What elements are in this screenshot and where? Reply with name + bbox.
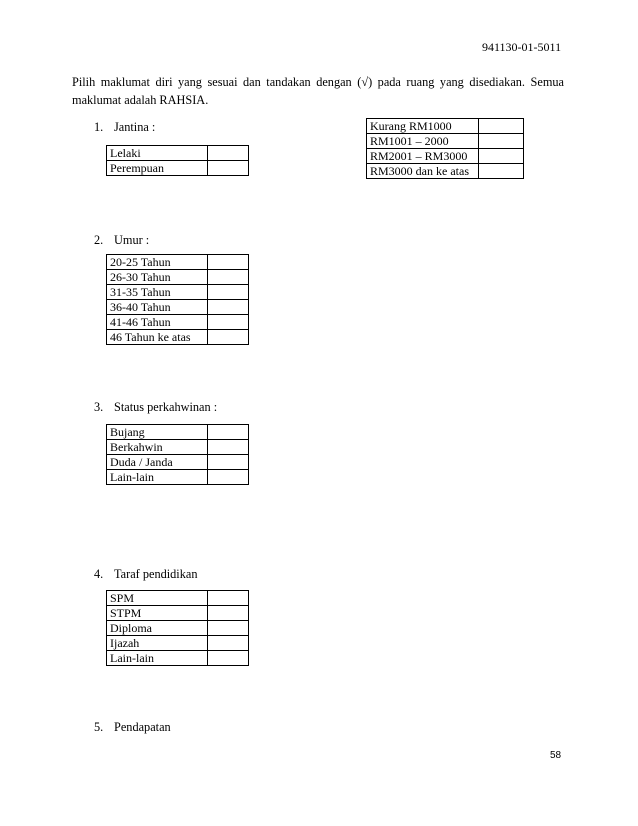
option-label: 20-25 Tahun — [107, 255, 208, 270]
option-label: 36-40 Tahun — [107, 300, 208, 315]
question-text: Umur : — [114, 233, 150, 247]
checkbox-ijazah[interactable] — [208, 636, 249, 651]
option-label: Berkahwin — [107, 440, 208, 455]
option-row — [107, 315, 249, 330]
respondent-id: 941130-01-5011 — [482, 40, 562, 54]
checkbox-bujang[interactable] — [208, 425, 249, 440]
option-label: Lain-lain — [107, 470, 208, 485]
option-label: 31-35 Tahun — [107, 285, 208, 300]
question-1-label — [94, 120, 155, 135]
question-number: 1. — [94, 120, 104, 134]
question-2-options — [106, 254, 249, 345]
option-row — [107, 470, 249, 485]
checkbox-spm[interactable] — [208, 591, 249, 606]
checkbox-41-46[interactable] — [208, 315, 249, 330]
option-label: 46 Tahun ke atas — [107, 330, 208, 345]
option-row — [367, 134, 524, 149]
option-row — [107, 300, 249, 315]
question-number: 2. — [94, 233, 104, 247]
option-row — [107, 161, 249, 176]
question-1-options — [106, 145, 249, 176]
option-row — [107, 146, 249, 161]
option-label: Perempuan — [107, 161, 208, 176]
checkbox-stpm[interactable] — [208, 606, 249, 621]
option-row — [107, 330, 249, 345]
question-5-options — [366, 118, 524, 179]
option-label: Duda / Janda — [107, 455, 208, 470]
option-label: RM2001 – RM3000 — [367, 149, 479, 164]
question-3-label — [94, 400, 217, 415]
option-label: Lain-lain — [107, 651, 208, 666]
option-row — [367, 119, 524, 134]
question-text: Taraf pendidikan — [114, 567, 198, 581]
option-row — [107, 440, 249, 455]
question-4-label — [94, 567, 197, 582]
checkbox-lain-lain-pendidikan[interactable] — [208, 651, 249, 666]
option-row — [107, 425, 249, 440]
instructions-line-2: maklumat adalah RAHSIA. — [72, 93, 209, 107]
question-number: 4. — [94, 567, 104, 581]
option-label: SPM — [107, 591, 208, 606]
option-label: Lelaki — [107, 146, 208, 161]
checkbox-rm2001-rm3000[interactable] — [479, 149, 524, 164]
option-row — [107, 285, 249, 300]
option-row — [367, 164, 524, 179]
checkbox-46-ke-atas[interactable] — [208, 330, 249, 345]
option-label: Bujang — [107, 425, 208, 440]
option-label: Diploma — [107, 621, 208, 636]
question-text: Jantina : — [114, 120, 156, 134]
option-row — [107, 621, 249, 636]
option-row — [107, 270, 249, 285]
option-label: 41-46 Tahun — [107, 315, 208, 330]
option-label: RM1001 – 2000 — [367, 134, 479, 149]
option-label: STPM — [107, 606, 208, 621]
checkbox-kurang-rm1000[interactable] — [479, 119, 524, 134]
checkbox-31-35[interactable] — [208, 285, 249, 300]
instructions-line-1: Pilih maklumat diri yang sesuai dan tandakan dengan (√) pada ruang yang disediakan. Semua — [72, 75, 564, 89]
question-number: 3. — [94, 400, 104, 414]
option-row — [107, 455, 249, 470]
option-row — [107, 591, 249, 606]
checkbox-duda-janda[interactable] — [208, 455, 249, 470]
checkbox-20-25[interactable] — [208, 255, 249, 270]
question-5-label — [94, 720, 171, 735]
option-label: RM3000 dan ke atas — [367, 164, 479, 179]
question-2-label — [94, 233, 149, 248]
question-text: Pendapatan — [114, 720, 171, 734]
checkbox-rm1001-2000[interactable] — [479, 134, 524, 149]
page-number: 58 — [550, 750, 562, 761]
question-text: Status perkahwinan : — [114, 400, 218, 414]
option-row — [107, 651, 249, 666]
instructions — [72, 73, 564, 109]
checkbox-rm3000-ke-atas[interactable] — [479, 164, 524, 179]
option-label: Ijazah — [107, 636, 208, 651]
question-4-options — [106, 590, 249, 666]
checkbox-26-30[interactable] — [208, 270, 249, 285]
option-row — [367, 149, 524, 164]
checkbox-36-40[interactable] — [208, 300, 249, 315]
checkbox-berkahwin[interactable] — [208, 440, 249, 455]
option-label: Kurang RM1000 — [367, 119, 479, 134]
option-label: 26-30 Tahun — [107, 270, 208, 285]
checkbox-diploma[interactable] — [208, 621, 249, 636]
checkbox-lain-lain-status[interactable] — [208, 470, 249, 485]
option-row — [107, 255, 249, 270]
checkbox-lelaki[interactable] — [208, 146, 249, 161]
question-3-options — [106, 424, 249, 485]
option-row — [107, 636, 249, 651]
option-row — [107, 606, 249, 621]
checkbox-perempuan[interactable] — [208, 161, 249, 176]
question-number: 5. — [94, 720, 104, 734]
